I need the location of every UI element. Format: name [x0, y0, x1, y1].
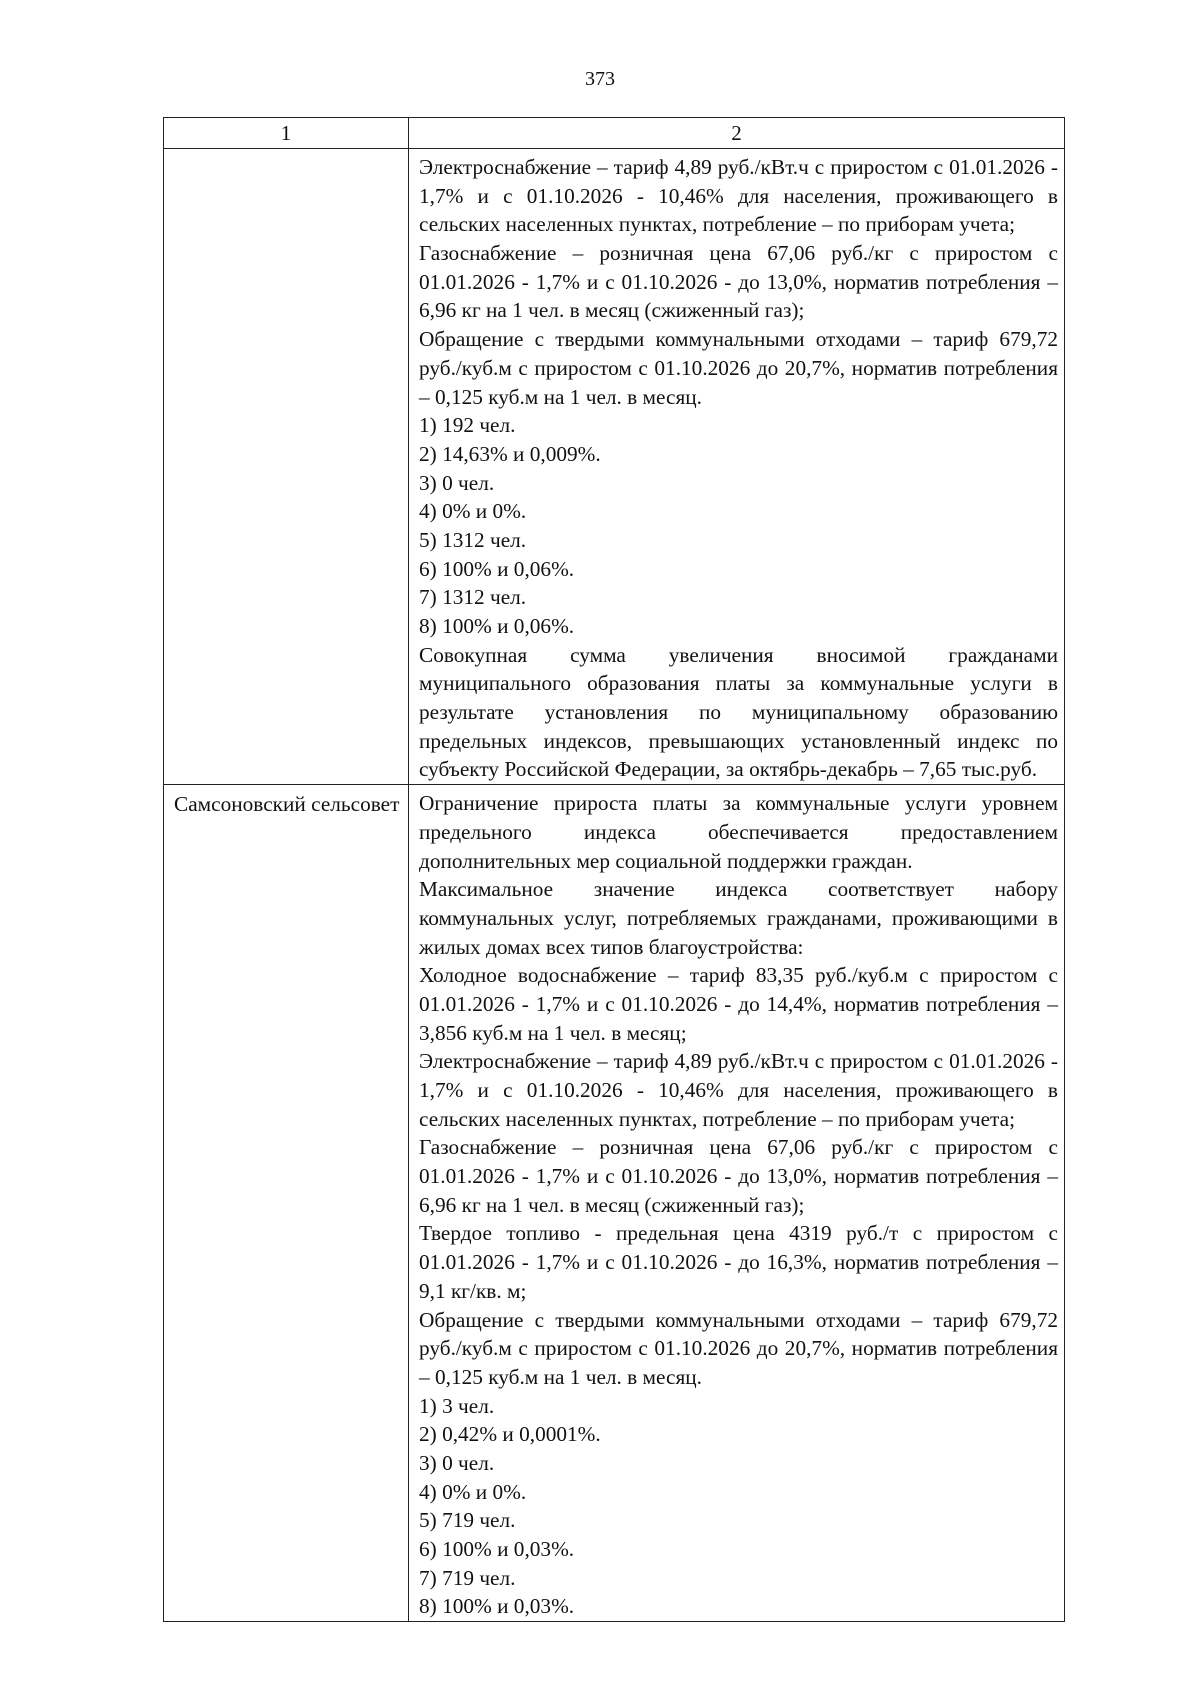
row-description — [409, 785, 1065, 1622]
text-line: 1) 192 чел. — [419, 413, 516, 438]
text-line: Твердое топливо - предельная цена 4319 руб./т с приростом с — [419, 1221, 1058, 1246]
text-line: Газоснабжение – розничная цена 67,06 руб./кг с приростом с — [419, 241, 1058, 266]
text-line: муниципального образования платы за коммунальные услуги в — [419, 671, 1058, 696]
text-line: 01.01.2026 - 1,7% и с 01.10.2026 - до 13,0%, норматив потребления – — [419, 1164, 1058, 1189]
text-line: 1,7% и с 01.10.2026 - 10,46% для населения, проживающего в — [419, 1078, 1058, 1102]
text-line: 9,1 кг/кв. м; — [419, 1278, 527, 1303]
text-line: Электроснабжение – тариф 4,89 руб./кВт.ч с приростом с 01.01.2026 - — [419, 155, 1058, 179]
text-line: 8) 100% и 0,03%. — [419, 1594, 575, 1619]
text-line: 7) 719 чел. — [419, 1565, 516, 1590]
text-line: предельных индексов, превышающих установленный индекс по — [419, 728, 1058, 753]
text-line: 01.01.2026 - 1,7% и с 01.10.2026 - до 16,3%, норматив потребления – — [419, 1250, 1058, 1275]
text-line: – 0,125 куб.м на 1 чел. в месяц. — [419, 1364, 702, 1389]
text-line: Электроснабжение – тариф 4,89 руб./кВт.ч с приростом с 01.01.2026 - — [419, 1049, 1058, 1074]
text-line: 7) 1312 чел. — [419, 585, 527, 610]
text-line: Совокупная сумма увеличения вносимой гражданами — [419, 642, 1058, 667]
text-line: 6) 100% и 0,03%. — [419, 1537, 575, 1561]
text-line: 3) 0 чел. — [419, 470, 495, 495]
text-line: 6,96 кг на 1 чел. в месяц (сжиженный газ); — [419, 298, 805, 323]
text-line: 6) 100% и 0,06%. — [419, 556, 575, 581]
text-line: предельного индекса обеспечивается предоставлением — [419, 819, 1058, 844]
text-line: коммунальных услуг, потребляемых гражданами, проживающими в — [419, 905, 1058, 930]
data-table — [163, 117, 1065, 1622]
text-line: Ограничение прироста платы за коммунальные услуги уровнем — [419, 791, 1058, 816]
header-col1: 1 — [164, 118, 409, 149]
text-line: 3,856 куб.м на 1 чел. в месяц; — [419, 1020, 687, 1045]
text-line: Обращение с твердыми коммунальными отходами – тариф 679,72 — [419, 1307, 1058, 1332]
header-col2: 2 — [409, 118, 1065, 149]
table-row — [164, 785, 1065, 1622]
text-line: результате установления по муниципальному образованию — [419, 700, 1058, 725]
text-line: 01.01.2026 - 1,7% и с 01.10.2026 - до 13,0%, норматив потребления – — [419, 269, 1058, 294]
text-line: 2) 0,42% и 0,0001%. — [419, 1422, 601, 1447]
municipality-name: Самсоновский сельсовет — [164, 785, 409, 1622]
text-line: руб./куб.м с приростом с 01.10.2026 до 20,7%, норматив потребления — [419, 1336, 1058, 1361]
text-line: сельских населенных пунктах, потребление – по приборам учета; — [419, 1106, 1015, 1131]
page-number: 373 — [585, 68, 615, 90]
text-line: руб./куб.м с приростом с 01.10.2026 до 20,7%, норматив потребления — [419, 355, 1058, 380]
text-line: 1) 3 чел. — [419, 1393, 495, 1418]
text-line: сельских населенных пунктах, потребление – по приборам учета; — [419, 212, 1015, 237]
text-line: – 0,125 куб.м на 1 чел. в месяц. — [419, 384, 702, 409]
text-line: Холодное водоснабжение – тариф 83,35 руб./куб.м с приростом с — [419, 963, 1058, 988]
text-line: 5) 1312 чел. — [419, 527, 527, 552]
text-line: 6,96 кг на 1 чел. в месяц (сжиженный газ); — [419, 1192, 805, 1217]
text-line: Газоснабжение – розничная цена 67,06 руб./кг с приростом с — [419, 1135, 1058, 1160]
text-line: 5) 719 чел. — [419, 1508, 516, 1533]
text-line: Максимальное значение индекса соответствует набору — [419, 877, 1058, 902]
table-header-row — [164, 118, 1065, 149]
text-line: 3) 0 чел. — [419, 1450, 495, 1475]
text-line: 4) 0% и 0%. — [419, 1479, 527, 1504]
table-row — [164, 149, 1065, 785]
text-line: дополнительных мер социальной поддержки граждан. — [419, 848, 913, 873]
text-line: 1,7% и с 01.10.2026 - 10,46% для населения, проживающего в — [419, 183, 1058, 208]
municipality-name — [164, 149, 409, 785]
text-line: 2) 14,63% и 0,009%. — [419, 441, 601, 466]
text-line: 4) 0% и 0%. — [419, 499, 527, 524]
text-line: 8) 100% и 0,06%. — [419, 614, 575, 638]
text-line: субъекту Российской Федерации, за октябрь-декабрь – 7,65 тыс.руб. — [419, 757, 1038, 782]
text-line: 01.01.2026 - 1,7% и с 01.10.2026 - до 14,4%, норматив потребления – — [419, 991, 1058, 1016]
text-line: жилых домах всех типов благоустройства: — [419, 934, 804, 959]
text-line: Обращение с твердыми коммунальными отходами – тариф 679,72 — [419, 327, 1058, 352]
row-description — [409, 149, 1065, 785]
